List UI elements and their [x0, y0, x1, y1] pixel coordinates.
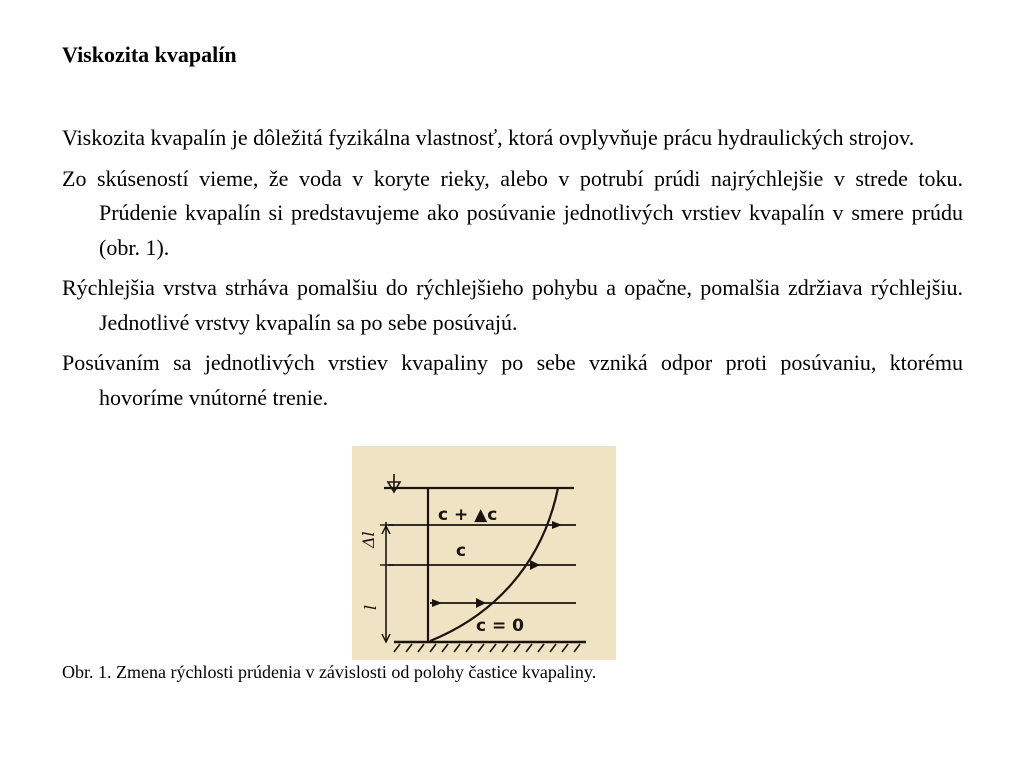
- paragraph-4: Posúvaním sa jednotlivých vrstiev kvapaliny po sebe vzniká odpor proti posúvaniu, ktorému hovoríme vnútorné trenie.: [62, 350, 963, 410]
- figure-caption: Obr. 1. Zmena rýchlosti prúdenia v závislosti od polohy častice kvapaliny.: [62, 662, 597, 682]
- label-delta-l: Δl: [359, 531, 378, 548]
- slide-body: [62, 121, 963, 421]
- label-c: c: [456, 541, 467, 561]
- paragraph-1: Viskozita kvapalín je dôležitá fyzikálna vlastnosť, ktorá ovplyvňuje prácu hydraulických strojov.: [62, 125, 915, 150]
- velocity-profile-figure: [352, 446, 616, 660]
- paragraph-3: Rýchlejšia vrstva strháva pomalšiu do rýchlejšieho pohybu a opačne, pomalšia zdržiava rýchlejšiu. Jednotlivé vrstvy kvapalín sa po sebe posúvajú.: [62, 275, 963, 335]
- label-c-equals-zero: c = 0: [476, 616, 524, 636]
- velocity-profile-diagram: [352, 446, 616, 660]
- label-l: l: [361, 604, 380, 610]
- slide-title: Viskozita kvapalín: [62, 42, 237, 67]
- label-c-plus-delta-c: c + ▲c: [438, 505, 498, 525]
- paragraph-2: Zo skúseností vieme, že voda v koryte rieky, alebo v potrubí prúdi najrýchlejšie v strede toku. Prúdenie kvapalín si predstavujeme ako posúvanie jednotlivých vrstiev kvapalín v smere prúdu (obr. 1).: [62, 165, 963, 260]
